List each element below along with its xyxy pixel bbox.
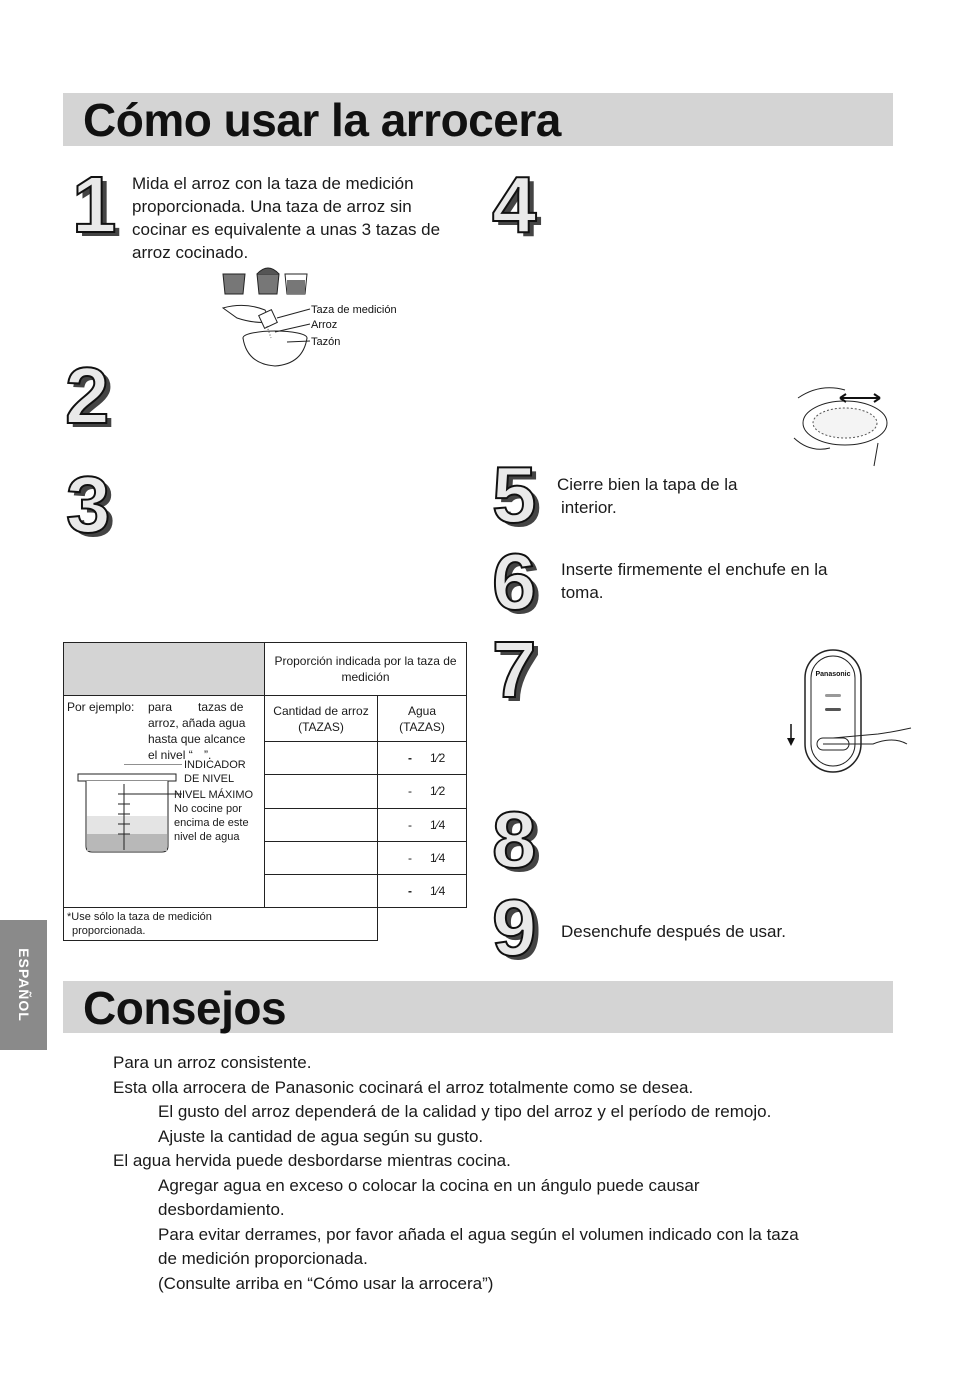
indicator-label: INDICADOR [184, 759, 246, 771]
water-cell: - 1⁄4 [378, 841, 467, 874]
water-cell: - 1⁄2 [378, 775, 467, 808]
rice-cell [265, 775, 378, 808]
tips-list [113, 1051, 893, 1296]
step-number-9: 9 [492, 883, 537, 972]
step-number-7: 7 [492, 625, 537, 714]
inner-pan-water-level-diagram [74, 764, 184, 854]
water-ratio-table [63, 642, 467, 941]
measuring-rice-illustration [215, 262, 405, 372]
rice-cell [265, 808, 378, 841]
step-number-5: 5 [492, 450, 537, 539]
cook-switch-illustration [783, 648, 913, 776]
tip-line: Para un arroz consistente. [113, 1053, 312, 1072]
rice-cell [265, 841, 378, 874]
example-text: arroz, añada agua [148, 716, 246, 730]
step-6-text: Inserte firmemente el enchufe en la toma. [561, 560, 828, 602]
example-text: ”. [204, 748, 212, 762]
language-tab [0, 920, 47, 1050]
tip-line: (Consulte arriba en “Cómo usar la arrocera”) [158, 1273, 494, 1293]
section-banner-how-to-use [63, 93, 893, 146]
example-text: el nivel “ [148, 748, 193, 762]
footnote-line: proporcionada. [72, 925, 146, 937]
label-bowl: Tazón [311, 336, 341, 348]
hand-pouring-icon [223, 305, 277, 328]
max-level-note: encima de este [174, 817, 249, 829]
step-number-4: 4 [492, 160, 537, 249]
max-level-note: No cocine por [174, 803, 242, 815]
rice-cell [265, 742, 378, 775]
tip-line: Agregar agua en exceso o colocar la cocina en un ángulo puede causar [158, 1175, 700, 1195]
section-title: Consejos [83, 982, 287, 1034]
indicator-light [825, 708, 841, 711]
example-label: Por ejemplo: [67, 700, 135, 714]
max-level-note: nivel de agua [174, 831, 240, 843]
tip-line: El agua hervida puede desbordarse mientras cocina. [113, 1151, 511, 1170]
example-text: hasta que alcance [148, 732, 246, 746]
tip-line: Ajuste la cantidad de agua según su gusto. [158, 1126, 484, 1146]
section-title: Cómo usar la arrocera [83, 94, 561, 146]
max-level-label: NIVEL MÁXIMO [174, 789, 254, 801]
step-number-3: 3 [66, 460, 111, 549]
step-number-8: 8 [492, 795, 537, 884]
brand-logo: Panasonic [815, 671, 851, 678]
section-banner-tips [63, 981, 893, 1033]
inner-pan-illustration [790, 378, 898, 468]
indicator-label: DE NIVEL [184, 773, 235, 785]
tip-line: desbordamiento. [158, 1200, 285, 1219]
table-header-empty [64, 643, 265, 696]
step-9-text: Desenchufe después de usar. [561, 922, 786, 941]
tip-line: de medición proporcionada. [158, 1249, 368, 1268]
label-measuring-cup: Taza de medición [311, 304, 397, 316]
indicator-light [825, 694, 841, 697]
step-5-text-line2: interior. [561, 498, 617, 517]
tip-line: El gusto del arroz dependerá de la calidad y tipo del arroz y el período de remojo. [158, 1102, 772, 1121]
col-header-water: Agua (TAZAS) [378, 696, 467, 742]
water-cell: - 1⁄4 [378, 874, 467, 907]
cup-level-icons [223, 268, 307, 294]
tip-line: Para evitar derrames, por favor añada el agua según el volumen indicado con la taza [158, 1224, 799, 1244]
table-footnote [64, 908, 378, 941]
step-number-2: 2 [65, 351, 110, 440]
example-text: tazas de [198, 700, 244, 714]
tip-line: Esta olla arrocera de Panasonic cocinará el arroz totalmente como se desea. [113, 1077, 694, 1097]
example-cell [64, 696, 265, 908]
step-number-1: 1 [72, 160, 117, 249]
step-5-text-line1: Cierre bien la tapa de la [557, 475, 738, 494]
footnote-line: *Use sólo la taza de medición [67, 911, 212, 923]
col-header-rice: Cantidad de arroz (TAZAS) [265, 696, 378, 742]
language-tab-label: ESPAÑOL [15, 948, 32, 1022]
water-cell: - 1⁄2 [378, 742, 467, 775]
example-text: para [148, 700, 173, 714]
rice-cell [265, 874, 378, 907]
step-number-6: 6 [492, 537, 537, 626]
step-1-text: Mida el arroz con la taza de medición proporcionada. Una taza de arroz sin cocinar es equivalente a unas 3 tazas de arroz cocinado. [132, 174, 441, 262]
table-header-ratio: Proporción indicada por la taza de medición [265, 643, 467, 696]
water-cell: - 1⁄4 [378, 808, 467, 841]
label-rice: Arroz [311, 319, 338, 331]
